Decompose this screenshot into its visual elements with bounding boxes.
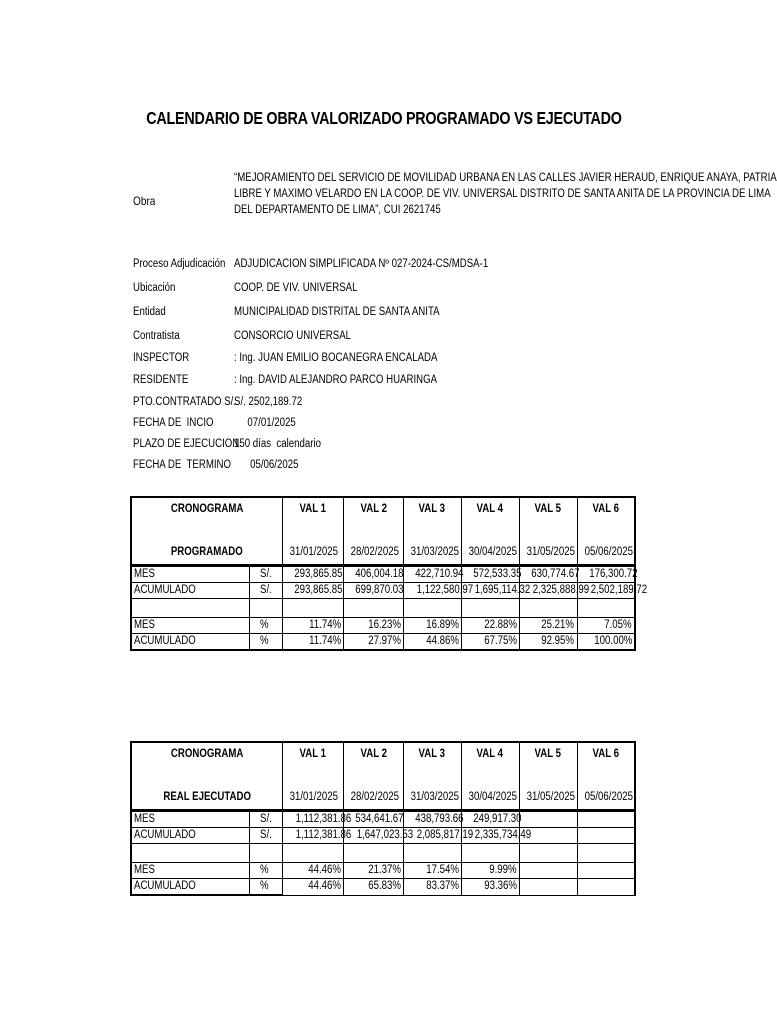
header-programado: PROGRAMADO [131,530,282,566]
info-value: : Ing. JUAN EMILIO BOCANEGRA ENCALADA [234,352,438,364]
cell-value: 176,300.72 [577,566,635,583]
header-real-ejecutado: REAL EJECUTADO [131,775,282,811]
cell-value [519,879,577,896]
info-label: PTO.CONTRATADO S/. [133,396,237,408]
date-header: 28/02/2025 [343,530,403,566]
info-label: Proceso Adjudicación [133,258,226,270]
cell-value: 11.74% [282,618,343,634]
cell-value: 293,865.85 [282,566,343,583]
cell-value [519,863,577,879]
cell-value: 1,122,580.97 [403,583,461,599]
val-header: VAL 3 [403,497,461,530]
cell-value: 1,695,114.32 [461,583,519,599]
info-value: 150 días calendario [234,438,322,450]
date-header: 05/06/2025 [577,530,635,566]
info-value: S/. 2502,189.72 [234,396,303,408]
header-cronograma: CRONOGRAMA [131,742,282,775]
date-header: 31/03/2025 [403,530,461,566]
val-header: VAL 6 [577,742,635,775]
info-label: FECHA DE INCIO [133,417,214,429]
val-header: VAL 5 [519,497,577,530]
row-unit: % [250,618,283,634]
cell-value: 7.05% [577,618,635,634]
cell-value: 17.54% [403,863,461,879]
val-header: VAL 2 [343,497,403,530]
date-header: 31/05/2025 [519,530,577,566]
row-label: MES [131,811,250,828]
date-header: 30/04/2025 [461,775,519,811]
obra-description [234,170,777,218]
info-value: MUNICIPALIDAD DISTRITAL DE SANTA ANITA [234,306,440,318]
info-value: 07/01/2025 [234,417,296,429]
row-label: MES [131,618,250,634]
info-label: Contratista [133,330,180,342]
date-header: 28/02/2025 [343,775,403,811]
cell-value [519,811,577,828]
cell-value: 2,335,734.49 [461,828,519,844]
header-cronograma: CRONOGRAMA [131,497,282,530]
info-label: Ubicación [133,282,176,294]
cell-value: 534,641.67 [343,811,403,828]
cell-value: 93.36% [461,879,519,896]
cell-value [577,828,635,844]
cronograma-programado-table [130,496,647,651]
cell-value: 16.89% [403,618,461,634]
row-label: MES [131,566,250,583]
val-header: VAL 5 [519,742,577,775]
cell-value: 2,502,189.72 [577,583,635,599]
cell-value: 699,870.03 [343,583,403,599]
cell-value: 65.83% [343,879,403,896]
cell-value: 1,112,381.86 [282,828,343,844]
date-header: 31/01/2025 [282,775,343,811]
cell-value: 2,085,817.19 [403,828,461,844]
table-row [131,583,635,599]
cronograma-ejecutado-table [130,741,636,896]
cell-value: 1,647,023.53 [343,828,403,844]
cell-value: 406,004.18 [343,566,403,583]
table-row [131,618,635,634]
obra-line: DEL DEPARTAMENTO DE LIMA”, CUI 2621745 [234,204,441,216]
cell-value [577,879,635,896]
cell-value: 572,533.35 [461,566,519,583]
cell-value: 22.88% [461,618,519,634]
obra-line: LIBRE Y MAXIMO VELARDO EN LA COOP. DE VIV. UNIVERSAL DISTRITO DE SANTA ANITA DE LA PROVINCIA DE LIMA [234,188,771,200]
val-header: VAL 1 [282,742,343,775]
cell-value: 44.46% [282,879,343,896]
cell-value: 249,917.30 [461,811,519,828]
info-label: FECHA DE TERMINO [133,459,232,471]
cell-value: 100.00% [577,634,635,651]
row-label: MES [131,863,250,879]
cell-value: 422,710.94 [403,566,461,583]
page-title: CALENDARIO DE OBRA VALORIZADO PROGRAMADO VS EJECUTADO [146,108,622,128]
cell-value: 67.75% [461,634,519,651]
table-row [131,566,635,583]
cell-value: 83.37% [403,879,461,896]
cell-value: 11.74% [282,634,343,651]
cell-value: 2,325,888.99 [519,583,577,599]
val-header: VAL 6 [577,497,635,530]
table-row [131,863,635,879]
cell-value [577,811,635,828]
row-unit: S/. [250,828,283,844]
cell-value: 1,112,381.86 [282,811,343,828]
val-header: VAL 2 [343,742,403,775]
info-value: 05/06/2025 [234,459,299,471]
row-label: ACUMULADO [131,828,250,844]
table-row [131,828,635,844]
table-row [131,634,635,651]
row-unit: % [250,634,283,651]
date-header: 31/01/2025 [282,530,343,566]
row-label: ACUMULADO [131,583,250,599]
date-header: 31/05/2025 [519,775,577,811]
row-unit: S/. [250,583,283,599]
row-unit: % [250,863,283,879]
cell-value: 27.97% [343,634,403,651]
info-value: ADJUDICACION SIMPLIFICADA Nº 027-2024-CS/MDSA-1 [234,258,489,270]
info-label: INSPECTOR [133,352,190,364]
table-row-spacer [131,599,635,618]
date-header: 05/06/2025 [577,775,635,811]
cell-value [577,863,635,879]
cell-value: 293,865.85 [282,583,343,599]
obra-label: Obra [133,194,156,208]
val-header: VAL 3 [403,742,461,775]
cell-value: 630,774.67 [519,566,577,583]
date-header: 31/03/2025 [403,775,461,811]
info-value: : Ing. DAVID ALEJANDRO PARCO HUARINGA [234,374,438,386]
table-row-spacer [131,844,635,863]
cell-value: 16.23% [343,618,403,634]
val-header: VAL 1 [282,497,343,530]
info-label: Entidad [133,306,166,318]
cell-value: 9.99% [461,863,519,879]
info-value: COOP. DE VIV. UNIVERSAL [234,282,358,294]
info-label: PLAZO DE EJECUCION [133,438,240,450]
date-header: 30/04/2025 [461,530,519,566]
row-unit: S/. [250,566,283,583]
val-header: VAL 4 [461,497,519,530]
cell-value: 44.46% [282,863,343,879]
row-unit: S/. [250,811,283,828]
cell-value: 21.37% [343,863,403,879]
val-header: VAL 4 [461,742,519,775]
info-value: CONSORCIO UNIVERSAL [234,330,352,342]
table-row [131,811,635,828]
table-row [131,879,635,896]
cell-value: 25.21% [519,618,577,634]
row-label: ACUMULADO [131,634,250,651]
cell-value: 438,793.66 [403,811,461,828]
info-label: RESIDENTE [133,374,189,386]
cell-value: 44.86% [403,634,461,651]
row-unit: % [250,879,283,896]
row-label: ACUMULADO [131,879,250,896]
cell-value: 92.95% [519,634,577,651]
obra-line: “MEJORAMIENTO DEL SERVICIO DE MOVILIDAD URBANA EN LAS CALLES JAVIER HERAUD, ENRIQUE ANAYA, PATRIA [234,172,777,184]
